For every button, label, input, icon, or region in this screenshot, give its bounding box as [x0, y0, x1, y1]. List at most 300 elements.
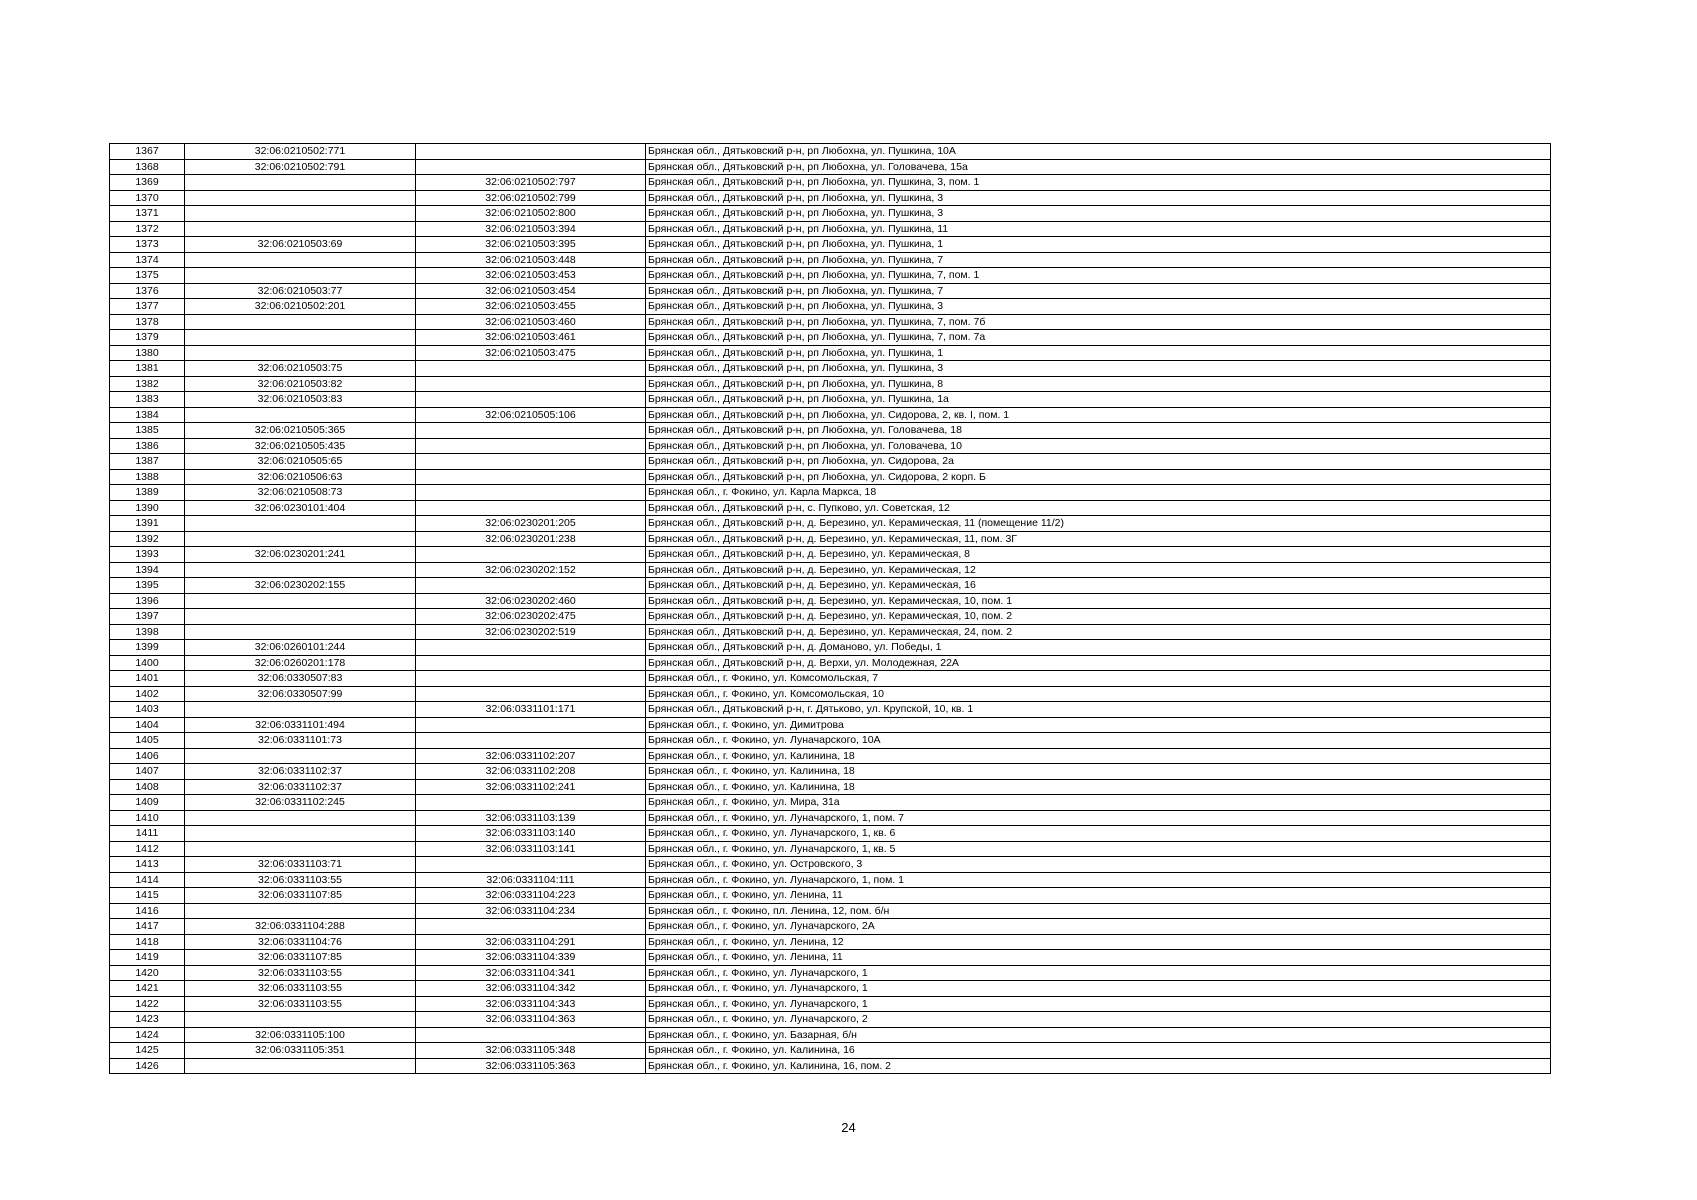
cadastral-number-cell: 32:06:0210502:791 — [185, 159, 416, 175]
object-cadastral-number-cell: 32:06:0210502:797 — [416, 175, 646, 191]
row-number-cell: 1410 — [110, 810, 185, 826]
table-row — [110, 1012, 1551, 1028]
object-cadastral-number-cell: 32:06:0331104:291 — [416, 934, 646, 950]
table-row — [110, 392, 1551, 408]
object-cadastral-number-cell: 32:06:0331102:207 — [416, 748, 646, 764]
object-cadastral-number-cell: 32:06:0210503:394 — [416, 221, 646, 237]
table-row — [110, 934, 1551, 950]
cadastral-number-cell — [185, 810, 416, 826]
row-number-cell: 1398 — [110, 624, 185, 640]
table-row — [110, 469, 1551, 485]
cadastral-number-cell — [185, 748, 416, 764]
row-number-cell: 1390 — [110, 500, 185, 516]
row-number-cell: 1421 — [110, 981, 185, 997]
address-cell: Брянская обл., г. Фокино, ул. Мира, 31а — [646, 795, 1551, 811]
table-row — [110, 624, 1551, 640]
object-cadastral-number-cell — [416, 392, 646, 408]
address-cell: Брянская обл., Дятьковский р-н, рп Любохна, ул. Пушкина, 3 — [646, 190, 1551, 206]
address-cell: Брянская обл., г. Фокино, ул. Луначарского, 1, кв. 5 — [646, 841, 1551, 857]
row-number-cell: 1406 — [110, 748, 185, 764]
object-cadastral-number-cell: 32:06:0331104:223 — [416, 888, 646, 904]
cadastral-number-cell: 32:06:0210502:771 — [185, 144, 416, 160]
object-cadastral-number-cell: 32:06:0331104:339 — [416, 950, 646, 966]
object-cadastral-number-cell — [416, 578, 646, 594]
object-cadastral-number-cell: 32:06:0210503:453 — [416, 268, 646, 284]
address-cell: Брянская обл., Дятьковский р-н, с. Пупково, ул. Советская, 12 — [646, 500, 1551, 516]
address-cell: Брянская обл., Дятьковский р-н, д. Верхи, ул. Молодежная, 22А — [646, 655, 1551, 671]
address-cell: Брянская обл., Дятьковский р-н, рп Любохна, ул. Пушкина, 8 — [646, 376, 1551, 392]
row-number-cell: 1402 — [110, 686, 185, 702]
cadastral-number-cell — [185, 516, 416, 532]
object-cadastral-number-cell: 32:06:0210503:395 — [416, 237, 646, 253]
table-row — [110, 485, 1551, 501]
row-number-cell: 1374 — [110, 252, 185, 268]
table-row — [110, 159, 1551, 175]
table-row — [110, 640, 1551, 656]
table-row — [110, 144, 1551, 160]
address-cell: Брянская обл., Дятьковский р-н, рп Любохна, ул. Сидорова, 2 корп. Б — [646, 469, 1551, 485]
address-cell: Брянская обл., г. Фокино, ул. Островского, 3 — [646, 857, 1551, 873]
cadastral-number-cell: 32:06:0210503:83 — [185, 392, 416, 408]
address-cell: Брянская обл., Дятьковский р-н, д. Березино, ул. Керамическая, 11 (помещение 11/2) — [646, 516, 1551, 532]
row-number-cell: 1369 — [110, 175, 185, 191]
object-cadastral-number-cell — [416, 640, 646, 656]
table-row — [110, 547, 1551, 563]
table-row — [110, 779, 1551, 795]
cadastral-number-cell: 32:06:0331103:55 — [185, 996, 416, 1012]
address-cell: Брянская обл., Дятьковский р-н, рп Любохна, ул. Пушкина, 11 — [646, 221, 1551, 237]
row-number-cell: 1381 — [110, 361, 185, 377]
object-cadastral-number-cell: 32:06:0210503:461 — [416, 330, 646, 346]
table-row — [110, 361, 1551, 377]
object-cadastral-number-cell — [416, 376, 646, 392]
address-cell: Брянская обл., г. Фокино, ул. Базарная, б/н — [646, 1027, 1551, 1043]
address-cell: Брянская обл., г. Фокино, ул. Димитрова — [646, 717, 1551, 733]
object-cadastral-number-cell: 32:06:0331104:343 — [416, 996, 646, 1012]
address-cell: Брянская обл., Дятьковский р-н, рп Любохна, ул. Головачева, 10 — [646, 438, 1551, 454]
row-number-cell: 1377 — [110, 299, 185, 315]
address-cell: Брянская обл., г. Фокино, ул. Ленина, 11 — [646, 950, 1551, 966]
row-number-cell: 1392 — [110, 531, 185, 547]
row-number-cell: 1389 — [110, 485, 185, 501]
row-number-cell: 1409 — [110, 795, 185, 811]
row-number-cell: 1397 — [110, 609, 185, 625]
address-cell: Брянская обл., Дятьковский р-н, рп Любохна, ул. Пушкина, 7 — [646, 283, 1551, 299]
table-row — [110, 1027, 1551, 1043]
cadastral-number-cell: 32:06:0210506:63 — [185, 469, 416, 485]
cadastral-number-cell: 32:06:0331103:55 — [185, 981, 416, 997]
table-row — [110, 531, 1551, 547]
cadastral-number-cell — [185, 903, 416, 919]
cadastral-number-cell — [185, 407, 416, 423]
address-cell: Брянская обл., Дятьковский р-н, д. Березино, ул. Керамическая, 10, пом. 2 — [646, 609, 1551, 625]
cadastral-number-cell: 32:06:0331103:71 — [185, 857, 416, 873]
row-number-cell: 1419 — [110, 950, 185, 966]
object-cadastral-number-cell: 32:06:0210503:454 — [416, 283, 646, 299]
row-number-cell: 1386 — [110, 438, 185, 454]
address-cell: Брянская обл., Дятьковский р-н, рп Любохна, ул. Пушкина, 7, пом. 7б — [646, 314, 1551, 330]
row-number-cell: 1420 — [110, 965, 185, 981]
table-row — [110, 903, 1551, 919]
table-row — [110, 810, 1551, 826]
address-cell: Брянская обл., Дятьковский р-н, рп Любохна, ул. Пушкина, 7, пом. 7а — [646, 330, 1551, 346]
object-cadastral-number-cell: 32:06:0331103:140 — [416, 826, 646, 842]
row-number-cell: 1399 — [110, 640, 185, 656]
object-cadastral-number-cell — [416, 857, 646, 873]
object-cadastral-number-cell: 32:06:0331104:341 — [416, 965, 646, 981]
address-cell: Брянская обл., г. Фокино, ул. Луначарского, 1 — [646, 965, 1551, 981]
row-number-cell: 1368 — [110, 159, 185, 175]
row-number-cell: 1376 — [110, 283, 185, 299]
table-row — [110, 671, 1551, 687]
cadastral-number-cell: 32:06:0210508:73 — [185, 485, 416, 501]
table-row — [110, 919, 1551, 935]
object-cadastral-number-cell: 32:06:0331101:171 — [416, 702, 646, 718]
object-cadastral-number-cell — [416, 454, 646, 470]
table-row — [110, 516, 1551, 532]
address-cell: Брянская обл., Дятьковский р-н, рп Любохна, ул. Пушкина, 1 — [646, 237, 1551, 253]
cadastral-number-cell: 32:06:0331105:100 — [185, 1027, 416, 1043]
object-cadastral-number-cell — [416, 485, 646, 501]
address-cell: Брянская обл., г. Фокино, ул. Луначарского, 1 — [646, 996, 1551, 1012]
object-cadastral-number-cell: 32:06:0331103:141 — [416, 841, 646, 857]
address-cell: Брянская обл., г. Фокино, ул. Комсомольская, 10 — [646, 686, 1551, 702]
object-cadastral-number-cell: 32:06:0230201:205 — [416, 516, 646, 532]
row-number-cell: 1378 — [110, 314, 185, 330]
address-cell: Брянская обл., Дятьковский р-н, д. Березино, ул. Керамическая, 11, пом. 3Г — [646, 531, 1551, 547]
object-cadastral-number-cell — [416, 144, 646, 160]
cadastral-number-cell — [185, 252, 416, 268]
row-number-cell: 1400 — [110, 655, 185, 671]
address-cell: Брянская обл., г. Фокино, ул. Луначарского, 1, пом. 7 — [646, 810, 1551, 826]
row-number-cell: 1370 — [110, 190, 185, 206]
object-cadastral-number-cell — [416, 686, 646, 702]
object-cadastral-number-cell: 32:06:0331103:139 — [416, 810, 646, 826]
cadastral-number-cell — [185, 1058, 416, 1074]
object-cadastral-number-cell: 32:06:0210502:799 — [416, 190, 646, 206]
address-cell: Брянская обл., г. Фокино, ул. Калинина, 18 — [646, 764, 1551, 780]
table-row — [110, 593, 1551, 609]
cadastral-number-cell: 32:06:0210505:435 — [185, 438, 416, 454]
object-cadastral-number-cell — [416, 159, 646, 175]
table-row — [110, 826, 1551, 842]
row-number-cell: 1394 — [110, 562, 185, 578]
table-row — [110, 423, 1551, 439]
row-number-cell: 1418 — [110, 934, 185, 950]
address-cell: Брянская обл., г. Фокино, ул. Ленина, 12 — [646, 934, 1551, 950]
row-number-cell: 1396 — [110, 593, 185, 609]
object-cadastral-number-cell: 32:06:0331105:363 — [416, 1058, 646, 1074]
cadastral-number-cell: 32:06:0331104:288 — [185, 919, 416, 935]
table-row — [110, 407, 1551, 423]
address-cell: Брянская обл., г. Фокино, ул. Калинина, 18 — [646, 779, 1551, 795]
table-row — [110, 345, 1551, 361]
address-cell: Брянская обл., Дятьковский р-н, рп Любохна, ул. Головачева, 18 — [646, 423, 1551, 439]
cadastral-number-cell — [185, 593, 416, 609]
object-cadastral-number-cell: 32:06:0210503:460 — [416, 314, 646, 330]
table-row — [110, 578, 1551, 594]
object-cadastral-number-cell — [416, 469, 646, 485]
row-number-cell: 1424 — [110, 1027, 185, 1043]
cadastral-number-cell — [185, 330, 416, 346]
row-number-cell: 1426 — [110, 1058, 185, 1074]
row-number-cell: 1403 — [110, 702, 185, 718]
table-row — [110, 237, 1551, 253]
address-cell: Брянская обл., г. Фокино, ул. Калинина, 16, пом. 2 — [646, 1058, 1551, 1074]
cadastral-number-cell — [185, 190, 416, 206]
address-cell: Брянская обл., Дятьковский р-н, рп Любохна, ул. Пушкина, 7, пом. 1 — [646, 268, 1551, 284]
row-number-cell: 1371 — [110, 206, 185, 222]
table-row — [110, 252, 1551, 268]
address-cell: Брянская обл., Дятьковский р-н, рп Любохна, ул. Пушкина, 1 — [646, 345, 1551, 361]
cadastral-number-cell — [185, 841, 416, 857]
table-row — [110, 981, 1551, 997]
object-cadastral-number-cell — [416, 919, 646, 935]
row-number-cell: 1413 — [110, 857, 185, 873]
cadastral-number-cell: 32:06:0331107:85 — [185, 950, 416, 966]
address-cell: Брянская обл., Дятьковский р-н, рп Любохна, ул. Пушкина, 7 — [646, 252, 1551, 268]
table-row — [110, 1043, 1551, 1059]
table-row — [110, 330, 1551, 346]
cadastral-number-cell — [185, 314, 416, 330]
object-cadastral-number-cell: 32:06:0210503:448 — [416, 252, 646, 268]
cadastral-number-cell: 32:06:0331102:37 — [185, 764, 416, 780]
address-cell: Брянская обл., Дятьковский р-н, рп Любохна, ул. Пушкина, 3 — [646, 361, 1551, 377]
table-row — [110, 965, 1551, 981]
row-number-cell: 1414 — [110, 872, 185, 888]
object-cadastral-number-cell: 32:06:0331104:234 — [416, 903, 646, 919]
table-row — [110, 175, 1551, 191]
table-row — [110, 888, 1551, 904]
address-cell: Брянская обл., Дятьковский р-н, д. Березино, ул. Керамическая, 16 — [646, 578, 1551, 594]
object-cadastral-number-cell: 32:06:0230202:152 — [416, 562, 646, 578]
row-number-cell: 1425 — [110, 1043, 185, 1059]
page-number: 24 — [841, 1120, 856, 1135]
table-row — [110, 872, 1551, 888]
address-cell: Брянская обл., Дятьковский р-н, г. Дятьково, ул. Крупской, 10, кв. 1 — [646, 702, 1551, 718]
table-row — [110, 748, 1551, 764]
row-number-cell: 1395 — [110, 578, 185, 594]
address-cell: Брянская обл., Дятьковский р-н, д. Березино, ул. Керамическая, 24, пом. 2 — [646, 624, 1551, 640]
table-row — [110, 950, 1551, 966]
cadastral-number-cell — [185, 531, 416, 547]
address-cell: Брянская обл., Дятьковский р-н, д. Березино, ул. Керамическая, 12 — [646, 562, 1551, 578]
table-row — [110, 655, 1551, 671]
object-cadastral-number-cell: 32:06:0230201:238 — [416, 531, 646, 547]
cadastral-number-cell — [185, 1012, 416, 1028]
table-row — [110, 795, 1551, 811]
object-cadastral-number-cell — [416, 795, 646, 811]
cadastral-number-cell: 32:06:0230202:155 — [185, 578, 416, 594]
row-number-cell: 1393 — [110, 547, 185, 563]
address-cell: Брянская обл., Дятьковский р-н, рп Любохна, ул. Головачева, 15а — [646, 159, 1551, 175]
table-row — [110, 717, 1551, 733]
cadastral-number-cell: 32:06:0260201:178 — [185, 655, 416, 671]
object-cadastral-number-cell: 32:06:0331102:241 — [416, 779, 646, 795]
table-row — [110, 283, 1551, 299]
cadastral-number-cell — [185, 268, 416, 284]
cadastral-number-cell: 32:06:0230201:241 — [185, 547, 416, 563]
row-number-cell: 1373 — [110, 237, 185, 253]
address-cell: Брянская обл., Дятьковский р-н, рп Любохна, ул. Пушкина, 3 — [646, 299, 1551, 315]
row-number-cell: 1379 — [110, 330, 185, 346]
table-row — [110, 562, 1551, 578]
cadastral-number-cell: 32:06:0210503:82 — [185, 376, 416, 392]
registry-table — [109, 143, 1551, 1074]
cadastral-number-cell: 32:06:0330507:83 — [185, 671, 416, 687]
cadastral-number-cell: 32:06:0331104:76 — [185, 934, 416, 950]
cadastral-number-cell: 32:06:0331107:85 — [185, 888, 416, 904]
cadastral-number-cell: 32:06:0331101:494 — [185, 717, 416, 733]
address-cell: Брянская обл., Дятьковский р-н, рп Любохна, ул. Сидорова, 2, кв. I, пом. 1 — [646, 407, 1551, 423]
address-cell: Брянская обл., г. Фокино, пл. Ленина, 12, пом. б/н — [646, 903, 1551, 919]
object-cadastral-number-cell — [416, 547, 646, 563]
row-number-cell: 1382 — [110, 376, 185, 392]
object-cadastral-number-cell: 32:06:0331105:348 — [416, 1043, 646, 1059]
table-row — [110, 996, 1551, 1012]
address-cell: Брянская обл., г. Фокино, ул. Луначарского, 2 — [646, 1012, 1551, 1028]
table-row — [110, 268, 1551, 284]
row-number-cell: 1423 — [110, 1012, 185, 1028]
object-cadastral-number-cell — [416, 423, 646, 439]
row-number-cell: 1408 — [110, 779, 185, 795]
address-cell: Брянская обл., г. Фокино, ул. Комсомольская, 7 — [646, 671, 1551, 687]
table-row — [110, 857, 1551, 873]
address-cell: Брянская обл., г. Фокино, ул. Калинина, 18 — [646, 748, 1551, 764]
cadastral-number-cell: 32:06:0210505:365 — [185, 423, 416, 439]
address-cell: Брянская обл., Дятьковский р-н, рп Любохна, ул. Пушкина, 10А — [646, 144, 1551, 160]
cadastral-number-cell: 32:06:0210503:77 — [185, 283, 416, 299]
row-number-cell: 1384 — [110, 407, 185, 423]
cadastral-number-cell: 32:06:0210503:69 — [185, 237, 416, 253]
cadastral-number-cell — [185, 624, 416, 640]
object-cadastral-number-cell: 32:06:0230202:475 — [416, 609, 646, 625]
row-number-cell: 1391 — [110, 516, 185, 532]
address-cell: Брянская обл., Дятьковский р-н, рп Любохна, ул. Пушкина, 3, пом. 1 — [646, 175, 1551, 191]
table-row — [110, 314, 1551, 330]
table-row — [110, 438, 1551, 454]
row-number-cell: 1385 — [110, 423, 185, 439]
cadastral-number-cell — [185, 609, 416, 625]
object-cadastral-number-cell: 32:06:0230202:519 — [416, 624, 646, 640]
row-number-cell: 1417 — [110, 919, 185, 935]
table-row — [110, 500, 1551, 516]
cadastral-number-cell: 32:06:0330507:99 — [185, 686, 416, 702]
object-cadastral-number-cell — [416, 500, 646, 516]
row-number-cell: 1405 — [110, 733, 185, 749]
cadastral-number-cell: 32:06:0260101:244 — [185, 640, 416, 656]
table-row — [110, 686, 1551, 702]
row-number-cell: 1387 — [110, 454, 185, 470]
table-row — [110, 206, 1551, 222]
object-cadastral-number-cell — [416, 717, 646, 733]
row-number-cell: 1401 — [110, 671, 185, 687]
cadastral-number-cell: 32:06:0210505:65 — [185, 454, 416, 470]
cadastral-number-cell: 32:06:0210502:201 — [185, 299, 416, 315]
cadastral-number-cell: 32:06:0331105:351 — [185, 1043, 416, 1059]
row-number-cell: 1380 — [110, 345, 185, 361]
address-cell: Брянская обл., г. Фокино, ул. Луначарского, 1, кв. 6 — [646, 826, 1551, 842]
object-cadastral-number-cell — [416, 361, 646, 377]
table-row — [110, 841, 1551, 857]
address-cell: Брянская обл., г. Фокино, ул. Луначарского, 10А — [646, 733, 1551, 749]
address-cell: Брянская обл., Дятьковский р-н, рп Любохна, ул. Сидорова, 2а — [646, 454, 1551, 470]
cadastral-number-cell — [185, 562, 416, 578]
address-cell: Брянская обл., г. Фокино, ул. Луначарского, 2А — [646, 919, 1551, 935]
address-cell: Брянская обл., Дятьковский р-н, рп Любохна, ул. Пушкина, 3 — [646, 206, 1551, 222]
table-row — [110, 702, 1551, 718]
row-number-cell: 1412 — [110, 841, 185, 857]
address-cell: Брянская обл., Дятьковский р-н, д. Доманово, ул. Победы, 1 — [646, 640, 1551, 656]
cadastral-number-cell: 32:06:0331103:55 — [185, 965, 416, 981]
object-cadastral-number-cell — [416, 1027, 646, 1043]
address-cell: Брянская обл., г. Фокино, ул. Луначарского, 1 — [646, 981, 1551, 997]
cadastral-number-cell — [185, 345, 416, 361]
table-row — [110, 609, 1551, 625]
table-row — [110, 454, 1551, 470]
address-cell: Брянская обл., Дятьковский р-н, д. Березино, ул. Керамическая, 8 — [646, 547, 1551, 563]
table-row — [110, 764, 1551, 780]
registry-table-body — [110, 144, 1551, 1074]
row-number-cell: 1416 — [110, 903, 185, 919]
cadastral-number-cell: 32:06:0331102:37 — [185, 779, 416, 795]
object-cadastral-number-cell: 32:06:0210505:106 — [416, 407, 646, 423]
address-cell: Брянская обл., г. Фокино, ул. Ленина, 11 — [646, 888, 1551, 904]
table-row — [110, 190, 1551, 206]
object-cadastral-number-cell: 32:06:0230202:460 — [416, 593, 646, 609]
object-cadastral-number-cell: 32:06:0331104:111 — [416, 872, 646, 888]
row-number-cell: 1388 — [110, 469, 185, 485]
row-number-cell: 1367 — [110, 144, 185, 160]
cadastral-number-cell — [185, 206, 416, 222]
object-cadastral-number-cell — [416, 438, 646, 454]
cadastral-number-cell: 32:06:0331101:73 — [185, 733, 416, 749]
address-cell: Брянская обл., Дятьковский р-н, рп Любохна, ул. Пушкина, 1а — [646, 392, 1551, 408]
object-cadastral-number-cell: 32:06:0210503:475 — [416, 345, 646, 361]
row-number-cell: 1375 — [110, 268, 185, 284]
row-number-cell: 1404 — [110, 717, 185, 733]
object-cadastral-number-cell: 32:06:0210503:455 — [416, 299, 646, 315]
object-cadastral-number-cell — [416, 733, 646, 749]
row-number-cell: 1407 — [110, 764, 185, 780]
table-row — [110, 299, 1551, 315]
table-row — [110, 221, 1551, 237]
object-cadastral-number-cell: 32:06:0331102:208 — [416, 764, 646, 780]
cadastral-number-cell: 32:06:0210503:75 — [185, 361, 416, 377]
cadastral-number-cell: 32:06:0331103:55 — [185, 872, 416, 888]
cadastral-number-cell — [185, 221, 416, 237]
object-cadastral-number-cell — [416, 655, 646, 671]
table-row — [110, 733, 1551, 749]
cadastral-number-cell — [185, 702, 416, 718]
row-number-cell: 1383 — [110, 392, 185, 408]
object-cadastral-number-cell: 32:06:0331104:342 — [416, 981, 646, 997]
object-cadastral-number-cell: 32:06:0331104:363 — [416, 1012, 646, 1028]
cadastral-number-cell: 32:06:0331102:245 — [185, 795, 416, 811]
object-cadastral-number-cell: 32:06:0210502:800 — [416, 206, 646, 222]
table-row — [110, 1058, 1551, 1074]
row-number-cell: 1372 — [110, 221, 185, 237]
address-cell: Брянская обл., г. Фокино, ул. Карла Маркса, 18 — [646, 485, 1551, 501]
row-number-cell: 1411 — [110, 826, 185, 842]
cadastral-number-cell — [185, 826, 416, 842]
address-cell: Брянская обл., г. Фокино, ул. Луначарского, 1, пом. 1 — [646, 872, 1551, 888]
table-row — [110, 376, 1551, 392]
address-cell: Брянская обл., Дятьковский р-н, д. Березино, ул. Керамическая, 10, пом. 1 — [646, 593, 1551, 609]
row-number-cell: 1422 — [110, 996, 185, 1012]
cadastral-number-cell — [185, 175, 416, 191]
object-cadastral-number-cell — [416, 671, 646, 687]
